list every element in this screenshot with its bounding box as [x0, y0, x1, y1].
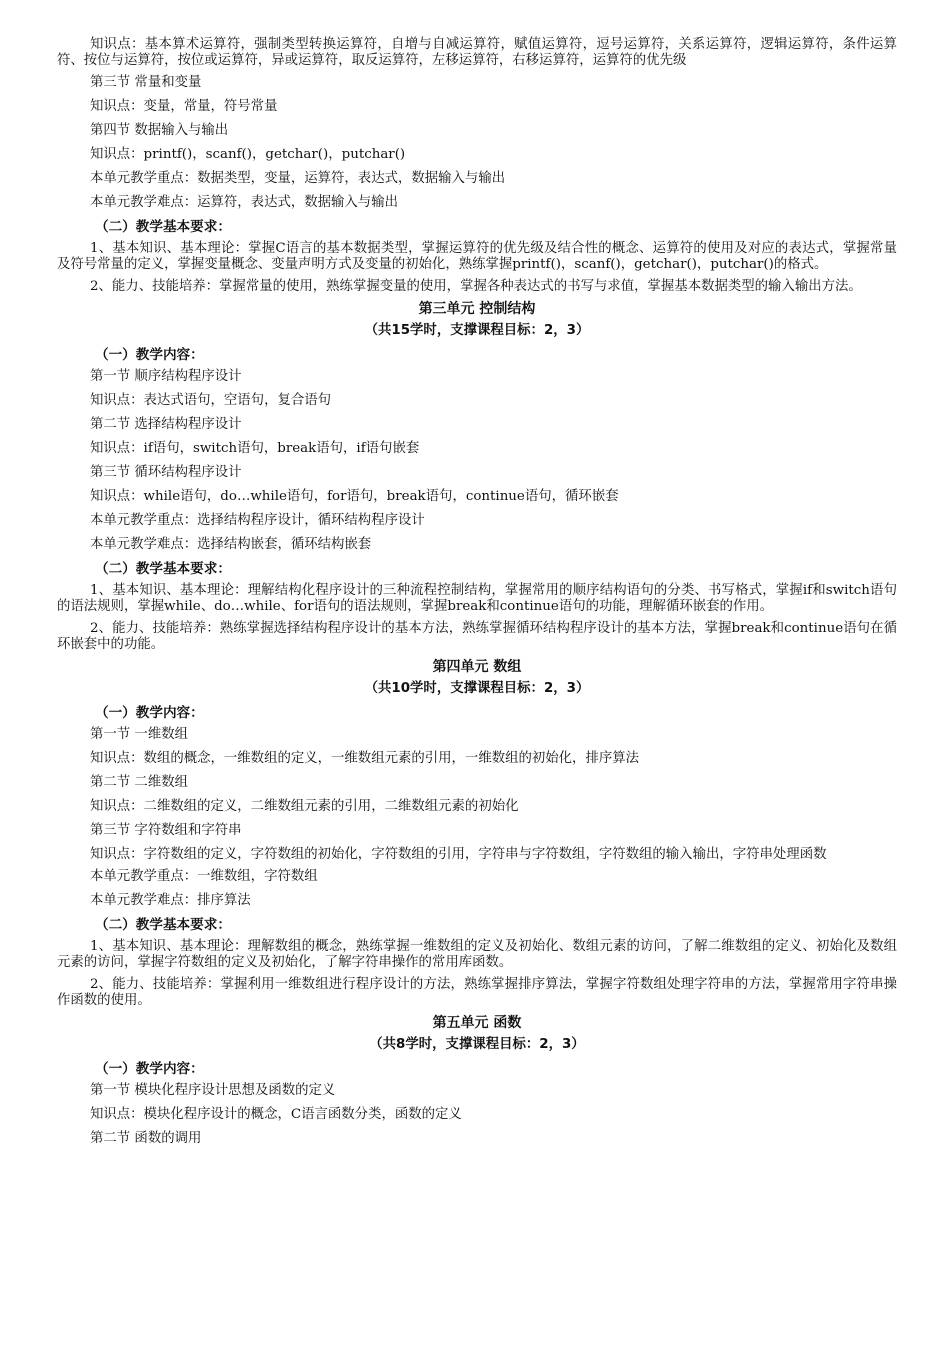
unit4-requirement-2: 2、能力、技能培养：掌握利用一维数组进行程序设计的方法，熟练掌握排序算法，掌握字符数组处理字符串的方法，掌握常用字符串操作函数的使用。 — [57, 977, 897, 1008]
unit5-section1-knowledge-points: 知识点：模块化程序设计的概念，C语言函数分类，函数的定义 — [90, 1107, 462, 1122]
unit2-requirement-2: 2、能力、技能培养：掌握常量的使用，熟练掌握变量的使用，掌握各种表达式的书写与求值，掌握基本数据类型的输入输出方法。 — [90, 279, 862, 294]
unit2-section4-heading: 第四节 数据输入与输出 — [90, 123, 229, 138]
unit3-section2-heading: 第二节 选择结构程序设计 — [90, 417, 242, 432]
unit4-section1-heading: 第一节 一维数组 — [90, 727, 188, 742]
unit2-requirements-heading: （二）教学基本要求： — [95, 219, 231, 235]
unit2-operators-knowledge-points: 知识点：基本算术运算符，强制类型转换运算符，自增与自减运算符，赋值运算符，逗号运算符，关系运算符，逻辑运算符，条件运算符、按位与运算符，按位或运算符，异或运算符，取反运算符，左移运算符，右移运算符，运算符的优先级 — [57, 37, 897, 68]
unit5-title: 第五单元 函数 — [432, 1015, 522, 1031]
unit4-section1-knowledge-points: 知识点：数组的概念，一维数组的定义，一维数组元素的引用，一维数组的初始化，排序算法 — [90, 751, 640, 766]
unit5-content-heading: （一）教学内容： — [95, 1061, 204, 1077]
unit3-difficult-points: 本单元教学难点：选择结构嵌套，循环结构嵌套 — [90, 537, 372, 552]
unit3-title: 第三单元 控制结构 — [418, 301, 536, 317]
unit3-section3-knowledge-points: 知识点：while语句，do…while语句，for语句，break语句，continue语句，循环嵌套 — [90, 489, 619, 504]
unit3-section2-knowledge-points: 知识点：if语句，switch语句，break语句，if语句嵌套 — [90, 441, 420, 456]
unit4-requirement-1: 1、基本知识、基本理论：理解数组的概念，熟练掌握一维数组的定义及初始化、数组元素的访问，了解二维数组的定义、初始化及数组元素的访问，掌握字符数组的定义及初始化，了解字符串操作的常用库函数。 — [57, 939, 897, 970]
unit4-hours: （共10学时，支撑课程目标：2，3） — [364, 681, 590, 696]
unit5-section2-heading: 第二节 函数的调用 — [90, 1131, 202, 1146]
unit2-key-points: 本单元教学重点：数据类型，变量，运算符，表达式，数据输入与输出 — [90, 171, 506, 186]
unit4-title: 第四单元 数组 — [432, 659, 522, 675]
unit4-section3-heading: 第三节 字符数组和字符串 — [90, 823, 242, 838]
unit4-section2-heading: 第二节 二维数组 — [90, 775, 188, 790]
unit4-requirements-heading: （二）教学基本要求： — [95, 917, 231, 933]
unit4-key-points: 本单元教学重点：一维数组，字符数组 — [90, 869, 318, 884]
unit4-section3-knowledge-points: 知识点：字符数组的定义，字符数组的初始化，字符数组的引用，字符串与字符数组，字符数组的输入输出，字符串处理函数 — [90, 847, 827, 862]
unit3-requirement-2: 2、能力、技能培养：熟练掌握选择结构程序设计的基本方法，熟练掌握循环结构程序设计的基本方法，掌握break和continue语句在循环嵌套中的功能。 — [57, 621, 897, 652]
unit3-hours: （共15学时，支撑课程目标：2，3） — [364, 323, 590, 338]
unit3-section1-heading: 第一节 顺序结构程序设计 — [90, 369, 242, 384]
unit5-hours: （共8学时，支撑课程目标：2，3） — [369, 1037, 585, 1052]
unit4-difficult-points: 本单元教学难点：排序算法 — [90, 893, 251, 908]
unit3-content-heading: （一）教学内容： — [95, 347, 204, 363]
unit2-section3-knowledge-points: 知识点：变量，常量，符号常量 — [90, 99, 278, 114]
unit2-requirement-1: 1、基本知识、基本理论：掌握C语言的基本数据类型，掌握运算符的优先级及结合性的概念、运算符的使用及对应的表达式，掌握常量及符号常量的定义，掌握变量概念、变量声明方式及变量的初始化，熟练掌握printf()，scanf()，getchar()，putchar()的格式。 — [57, 241, 897, 272]
unit5-section1-heading: 第一节 模块化程序设计思想及函数的定义 — [90, 1083, 336, 1098]
unit4-content-heading: （一）教学内容： — [95, 705, 204, 721]
unit3-requirement-1: 1、基本知识、基本理论：理解结构化程序设计的三种流程控制结构，掌握常用的顺序结构语句的分类、书写格式，掌握if和switch语句的语法规则，掌握while、do…while、for语句的语法规则，掌握break和continue语句的功能，理解循环嵌套的作用。 — [57, 583, 897, 614]
unit3-key-points: 本单元教学重点：选择结构程序设计，循环结构程序设计 — [90, 513, 425, 528]
unit3-requirements-heading: （二）教学基本要求： — [95, 561, 231, 577]
unit2-section3-heading: 第三节 常量和变量 — [90, 75, 202, 90]
unit3-section3-heading: 第三节 循环结构程序设计 — [90, 465, 242, 480]
unit3-section1-knowledge-points: 知识点：表达式语句，空语句，复合语句 — [90, 393, 332, 408]
unit2-section4-knowledge-points: 知识点：printf()，scanf()，getchar()，putchar() — [90, 147, 406, 162]
unit4-section2-knowledge-points: 知识点：二维数组的定义，二维数组元素的引用，二维数组元素的初始化 — [90, 799, 519, 814]
unit2-difficult-points: 本单元教学难点：运算符，表达式，数据输入与输出 — [90, 195, 398, 210]
